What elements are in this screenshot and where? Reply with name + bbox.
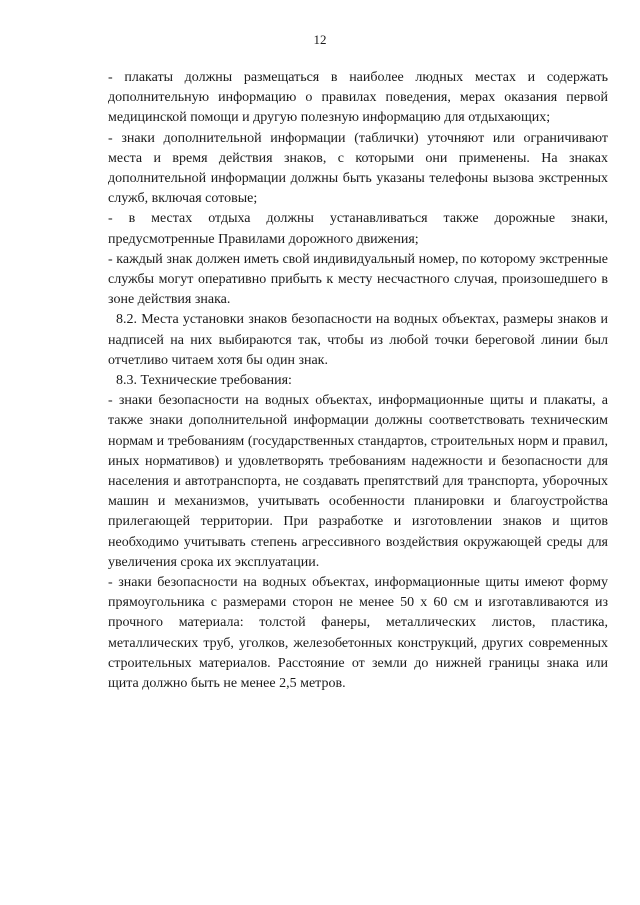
paragraph-section-8-2: 8.2. Места установки знаков безопасности на водных объектах, размеры знаков и надписей на них выбираются так, чтобы из любой точки береговой линии был отчетливо читаем хотя бы один знак.: [108, 312, 608, 368]
paragraph-sign-dimensions: - знаки безопасности на водных объектах, информационные щиты имеют форму прямоугольника с размерами сторон не менее 50 х 60 см и изготавливаются из прочного материала: толстой фанеры, металлических листов, пластика, металлических труб, уголков, железобетонных конструкций, других современных строительных материалов. Расстояние от земли до нижней границы знака или щита должно быть не менее 2,5 метров.: [108, 575, 608, 692]
paragraph-section-8-3-heading: 8.3. Технические требования:: [116, 373, 292, 389]
paragraph-posters: - плакаты должны размещаться в наиболее людных местах и содержать дополнительную информацию о правилах поведения, мерах оказания первой медицинской помощи и другую полезную информацию для отдыхающих;: [108, 70, 608, 126]
paragraph-road-signs: - в местах отдыха должны устанавливаться также дорожные знаки, предусмотренные Правилами дорожного движения;: [108, 211, 608, 247]
paragraph-technical-requirements: - знаки безопасности на водных объектах, информационные щиты и плакаты, а также знаки дополнительной информации должны соответствовать техническим нормам и требованиям (государственных стандартов, строительных норм и правил, иных нормативов) и удовлетворять требованиям надежности и безопасности для населения и автотранспорта, не создавать препятствий для транспорта, уборочных машин и механизмов, учитывать особенности планировки и благоустройства прилегающей территории. При разработке и изготовлении знаков и щитов необходимо учитывать степень агрессивного воздействия окружающей среды для увеличения срока их эксплуатации.: [108, 393, 608, 570]
paragraph-sign-number: - каждый знак должен иметь свой индивидуальный номер, по которому экстренные службы могут оперативно прибыть к месту несчастного случая, произошедшего в зоне действия знака.: [108, 251, 608, 308]
paragraph-additional-info-signs: - знаки дополнительной информации (таблички) уточняют или ограничивают места и время действия знаков, с которыми они применены. На знаках дополнительной информации должны быть указаны телефоны вызова экстренных служб, включая сотовые;: [108, 130, 608, 207]
page-number: 12: [313, 32, 327, 47]
document-body: [108, 68, 608, 694]
